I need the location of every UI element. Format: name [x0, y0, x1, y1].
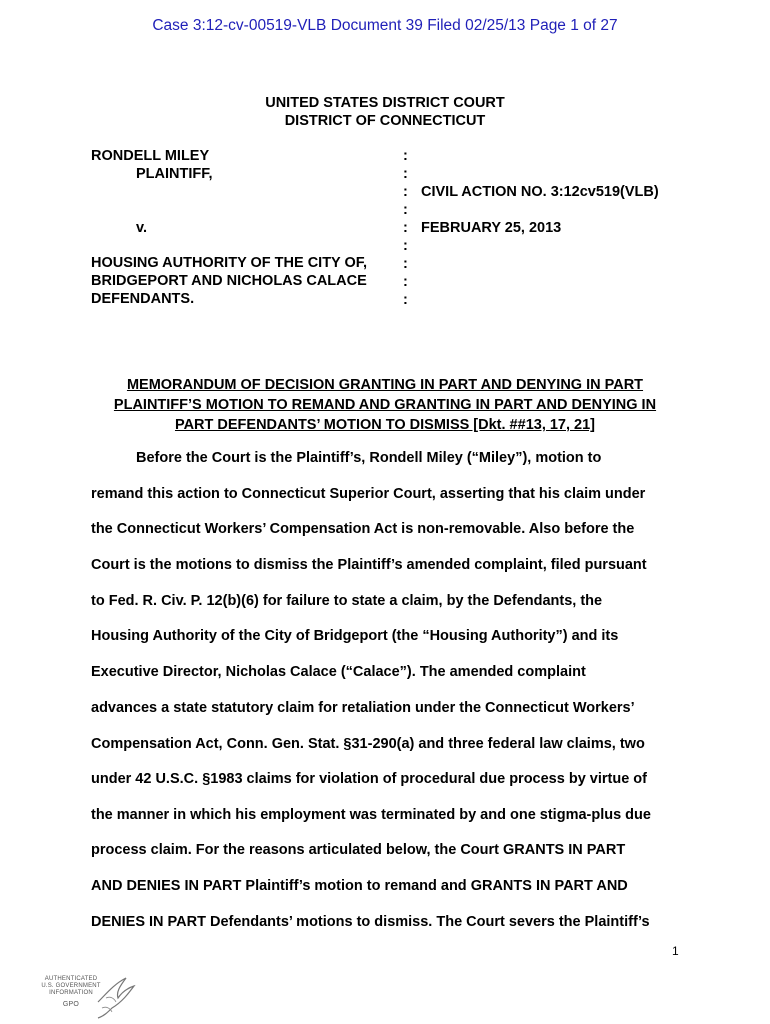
title-line-2: PLAINTIFF’S MOTION TO REMAND AND GRANTING IN PART AND DENYING IN	[113, 397, 657, 413]
body-line: the Connecticut Workers’ Compensation Act is non-removable. Also before the	[91, 521, 635, 537]
body-line: AND DENIES IN PART Plaintiff’s motion to remand and GRANTS IN PART AND	[91, 878, 628, 894]
plaintiff-name: RONDELL MILEY	[91, 148, 210, 164]
body-line: DENIES IN PART Defendants’ motions to dismiss. The Court severs the Plaintiff’s	[91, 914, 650, 930]
court-heading	[0, 94, 770, 130]
court-district: DISTRICT OF CONNECTICUT	[284, 113, 486, 129]
caption-colon: :	[403, 202, 408, 218]
seal-line: AUTHENTICATED	[44, 976, 98, 982]
body-line: Housing Authority of the City of Bridgeport (the “Housing Authority”) and its	[91, 628, 619, 644]
body-line: under 42 U.S.C. §1983 claims for violation of procedural due process by virtue of	[91, 771, 647, 787]
body-line: Executive Director, Nicholas Calace (“Calace”). The amended complaint	[91, 664, 586, 680]
title-line-1: MEMORANDUM OF DECISION GRANTING IN PART AND DENYING IN PART	[126, 377, 644, 393]
caption-colon: :	[403, 292, 408, 308]
caption-colon: :	[403, 274, 408, 290]
caption-colon: :	[403, 256, 408, 272]
caption-colon: :	[403, 148, 408, 164]
body-line: the manner in which his employment was terminated by and one stigma-plus due	[91, 807, 651, 823]
body-line: Compensation Act, Conn. Gen. Stat. §31-290(a) and three federal law claims, two	[91, 736, 645, 752]
body-line: process claim. For the reasons articulated below, the Court GRANTS IN PART	[91, 842, 626, 858]
body-line: Before the Court is the Plaintiff’s, Rondell Miley (“Miley”), motion to	[136, 450, 602, 466]
civil-action-number: CIVIL ACTION NO. 3:12cv519(VLB)	[421, 184, 659, 200]
court-name: UNITED STATES DISTRICT COURT	[265, 95, 505, 111]
document-header-stamp: Case 3:12-cv-00519-VLB Document 39 Filed 02/25/13 Page 1 of 27	[152, 17, 618, 34]
gpo-authentication-seal	[36, 972, 136, 1020]
memorandum-title	[60, 375, 710, 435]
page-number: 1	[672, 944, 679, 958]
body-line: remand this action to Connecticut Superior Court, asserting that his claim under	[91, 486, 646, 502]
defendant-role: DEFENDANTS.	[91, 291, 195, 307]
seal-line: U.S. GOVERNMENT	[41, 983, 101, 989]
plaintiff-role: PLAINTIFF,	[136, 166, 213, 182]
defendant-line-1: HOUSING AUTHORITY OF THE CITY OF,	[91, 255, 368, 271]
defendant-line-2: BRIDGEPORT AND NICHOLAS CALACE	[91, 273, 367, 289]
body-line: to Fed. R. Civ. P. 12(b)(6) for failure to state a claim, by the Defendants, the	[91, 593, 603, 609]
caption-colon: :	[403, 166, 408, 182]
versus: v.	[136, 220, 148, 236]
body-line: advances a state statutory claim for retaliation under the Connecticut Workers’	[91, 700, 635, 716]
eagle-seal-icon	[36, 972, 136, 1020]
decision-date: FEBRUARY 25, 2013	[421, 220, 562, 236]
caption-colon: :	[403, 220, 408, 236]
body-line: Court is the motions to dismiss the Plaintiff’s amended complaint, filed pursuant	[91, 557, 647, 573]
caption-colon: :	[403, 184, 408, 200]
seal-line: INFORMATION	[49, 990, 93, 996]
seal-line: GPO	[62, 1001, 80, 1008]
caption-colon: :	[403, 238, 408, 254]
title-line-3: PART DEFENDANTS’ MOTION TO DISMISS [Dkt. ##13, 17, 21]	[174, 417, 596, 433]
